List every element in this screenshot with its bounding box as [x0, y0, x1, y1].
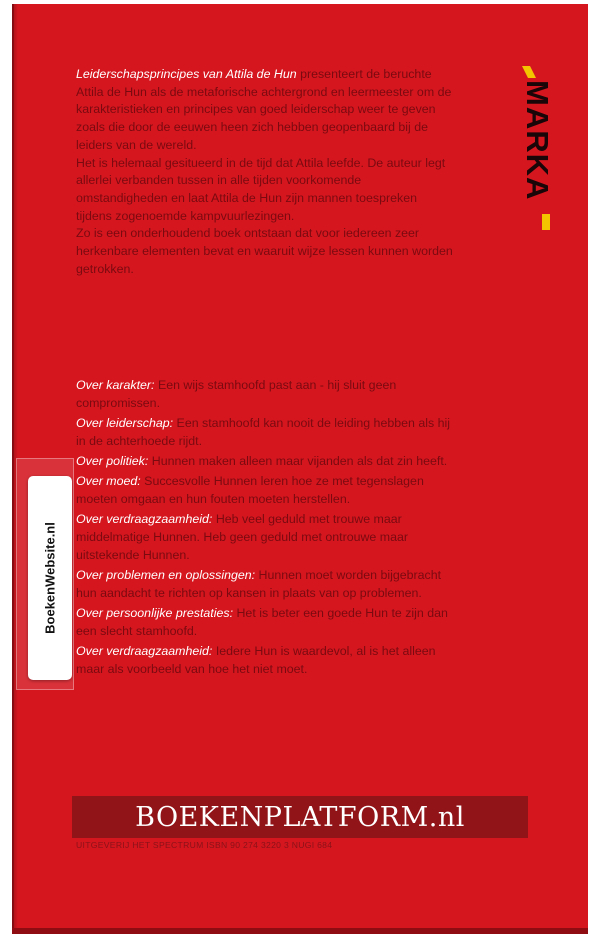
blurb-paragraph-3: Zo is een onderhoudend boek ontstaan dat voor iedereen zeer herkenbare elementen bevat en waaruit wijze lessen kunnen worden getrokken.: [76, 226, 453, 276]
blurb-paragraph-1: [76, 66, 456, 155]
principle-heading: Over leiderschap:: [76, 416, 174, 430]
principle-item: [76, 376, 456, 412]
principle-text: Hunnen moet worden bijgebracht hun aandacht te richten op kansen in plaats van op problemen.: [76, 568, 442, 601]
principle-heading: Over problemen en oplossingen:: [76, 568, 256, 582]
blurb-text: [76, 66, 456, 278]
principle-heading: Over karakter:: [76, 378, 155, 392]
principle-item: [76, 472, 456, 508]
watermark-text: BOEKENPLATFORM.nl: [135, 801, 465, 833]
principle-text: Een stamhoofd kan nooit de leiding hebben als hij in de achterhoede rijdt.: [76, 416, 451, 449]
blurb-lead-rest: presenteert de beruchte Attila de Hun als de metaforische achtergrond en leermeester om de karakteristieken en principes van goed leiderschap weer te geven zoals die door de eeuwen heen zich hebben geopenbaard bij de leiders van de wereld.: [76, 67, 452, 152]
sticker-label: BoekenWebsite.nl: [42, 522, 58, 634]
principle-text: Een wijs stamhoofd past aan - hij sluit geen compromissen.: [76, 378, 397, 411]
watermark-banner: [72, 796, 528, 838]
principle-text: Heb veel geduld met trouwe maar middelmatige Hunnen. Heb geen geduld met ontrouwe maar uitstekende Hunnen.: [76, 511, 408, 563]
blurb-paragraph-2: Het is helemaal gesitueerd in de tijd dat Attila leefde. De auteur legt allerlei verbanden tussen in alle tijden voorkomende omstandigheden en laat Attila de Hun zijn mannen toespreken tijdens zogenoemde kampvuurlezingen.: [76, 155, 446, 223]
book-title-inline: Leiderschapsprincipes van Attila de Hun: [76, 67, 297, 81]
principle-item: [76, 604, 456, 640]
marka-logo: [516, 66, 556, 236]
principle-item: [76, 566, 456, 602]
principle-heading: Over moed:: [76, 473, 141, 488]
principle-heading: Over verdraagzaamheid:: [76, 511, 213, 526]
principle-heading: Over politiek:: [76, 454, 149, 468]
cover-bottom-edge: [12, 928, 588, 934]
principle-item: [76, 414, 456, 450]
principle-heading: Over persoonlijke prestaties:: [76, 606, 234, 620]
principle-text: Het is beter een goede Hun te zijn dan een slecht stamhoofd.: [76, 606, 448, 639]
marka-logo-text: MARKA: [520, 80, 555, 201]
principle-text: Hunnen maken alleen maar vijanden als dat zin heeft.: [148, 454, 448, 468]
principles-list: [76, 376, 456, 680]
principle-text: Iedere Hun is waardevol, al is het alleen maar als voorbeeld van hoe het niet moet.: [76, 644, 436, 677]
principle-item: [76, 642, 456, 678]
publisher-imprint: UITGEVERIJ HET SPECTRUM ISBN 90 274 3220 3 NUGI 684: [76, 840, 333, 850]
principle-heading: Over verdraagzaamheid:: [76, 644, 213, 658]
principle-item: [76, 452, 456, 470]
principle-item: [76, 510, 456, 565]
shop-sticker: [28, 476, 72, 680]
principle-text: Succesvolle Hunnen leren hoe ze met tegenslagen moeten omgaan en hun fouten moeten herstellen.: [76, 473, 424, 506]
